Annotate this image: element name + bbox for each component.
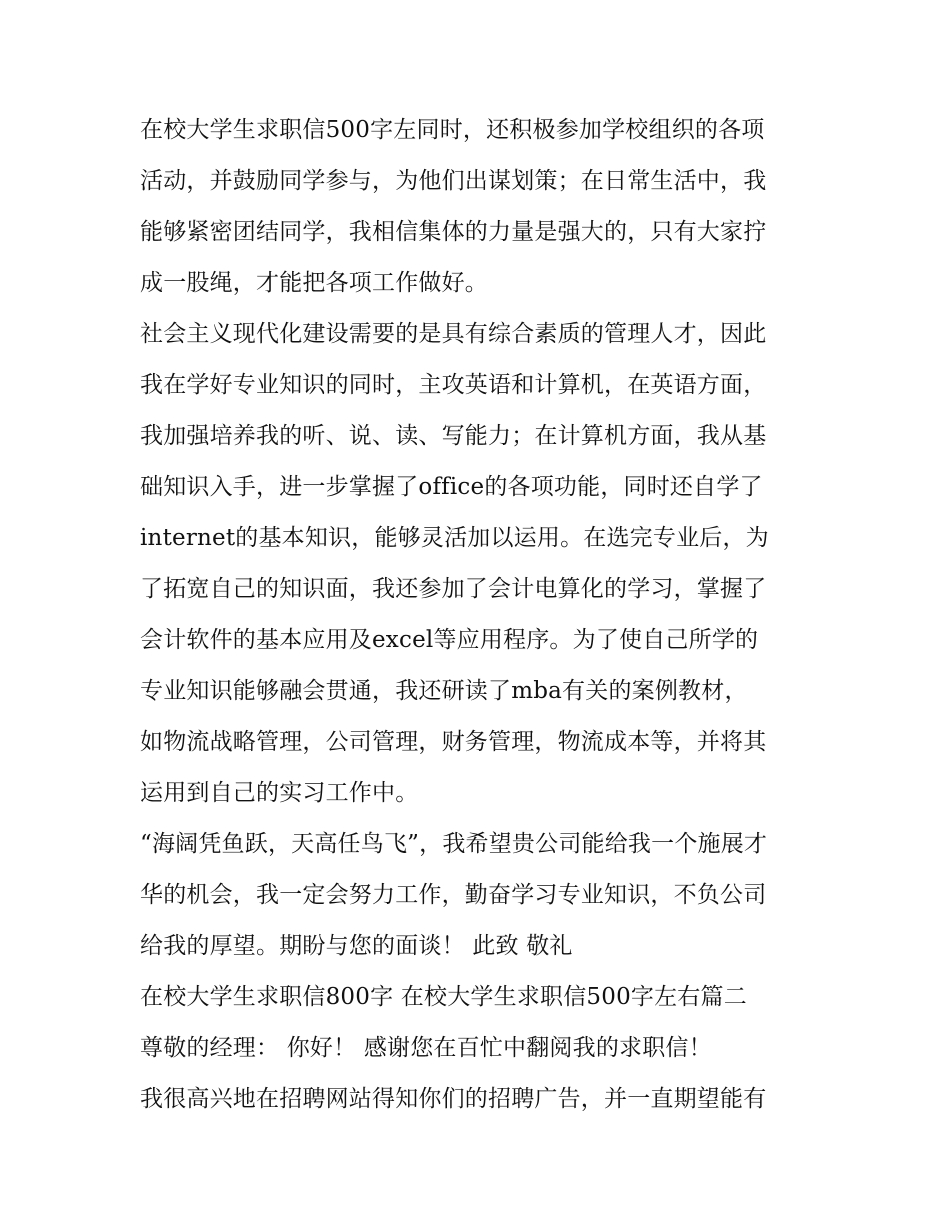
text-line: 社会主义现代化建设需要的是具有综合素质的管理人才，因此 bbox=[140, 321, 767, 347]
text-line: 会计软件的基本应用及excel等应用程序。为了使自己所学的 bbox=[140, 627, 759, 653]
text-line: 如物流战略管理，公司管理，财务管理，物流成本等，并将其 bbox=[140, 729, 767, 755]
text-line: 华的机会，我一定会努力工作，勤奋学习专业知识，不负公司 bbox=[140, 882, 767, 908]
text-line: 了拓宽自己的知识面，我还参加了会计电算化的学习，掌握了 bbox=[140, 576, 767, 602]
text-line: 能够紧密团结同学，我相信集体的力量是强大的，只有大家拧 bbox=[140, 219, 767, 245]
text-line: 在校大学生求职信800字 在校大学生求职信500字左右篇二 bbox=[140, 984, 747, 1010]
text-line: 活动，并鼓励同学参与，为他们出谋划策；在日常生活中，我 bbox=[140, 168, 767, 194]
text-line: 成一股绳，才能把各项工作做好。 bbox=[140, 270, 488, 296]
text-line: 础知识入手，进一步掌握了office的各项功能，同时还自学了 bbox=[140, 474, 763, 500]
text-line: 专业知识能够融会贯通，我还研读了mba有关的案例教材， bbox=[140, 678, 748, 704]
text-line: 运用到自己的实习工作中。 bbox=[140, 780, 419, 806]
text-line: internet的基本知识，能够灵活加以运用。在选完专业后，为 bbox=[140, 525, 769, 551]
text-line: 我加强培养我的听、说、读、写能力；在计算机方面，我从基 bbox=[140, 423, 767, 449]
text-line: 在校大学生求职信500字左同时，还积极参加学校组织的各项 bbox=[140, 117, 765, 143]
document-body bbox=[140, 105, 820, 1125]
text-line: 我很高兴地在招聘网站得知你们的招聘广告，并一直期望能有 bbox=[140, 1086, 767, 1112]
text-line: “海阔凭鱼跃，天高任鸟飞”，我希望贵公司能给我一个施展才 bbox=[140, 831, 768, 857]
text-line: 我在学好专业知识的同时，主攻英语和计算机，在英语方面， bbox=[140, 372, 767, 398]
text-line: 给我的厚望。期盼与您的面谈！ 此致 敬礼 bbox=[140, 933, 573, 959]
text-line: 尊敬的经理： 你好！ 感谢您在百忙中翻阅我的求职信！ bbox=[140, 1035, 712, 1061]
